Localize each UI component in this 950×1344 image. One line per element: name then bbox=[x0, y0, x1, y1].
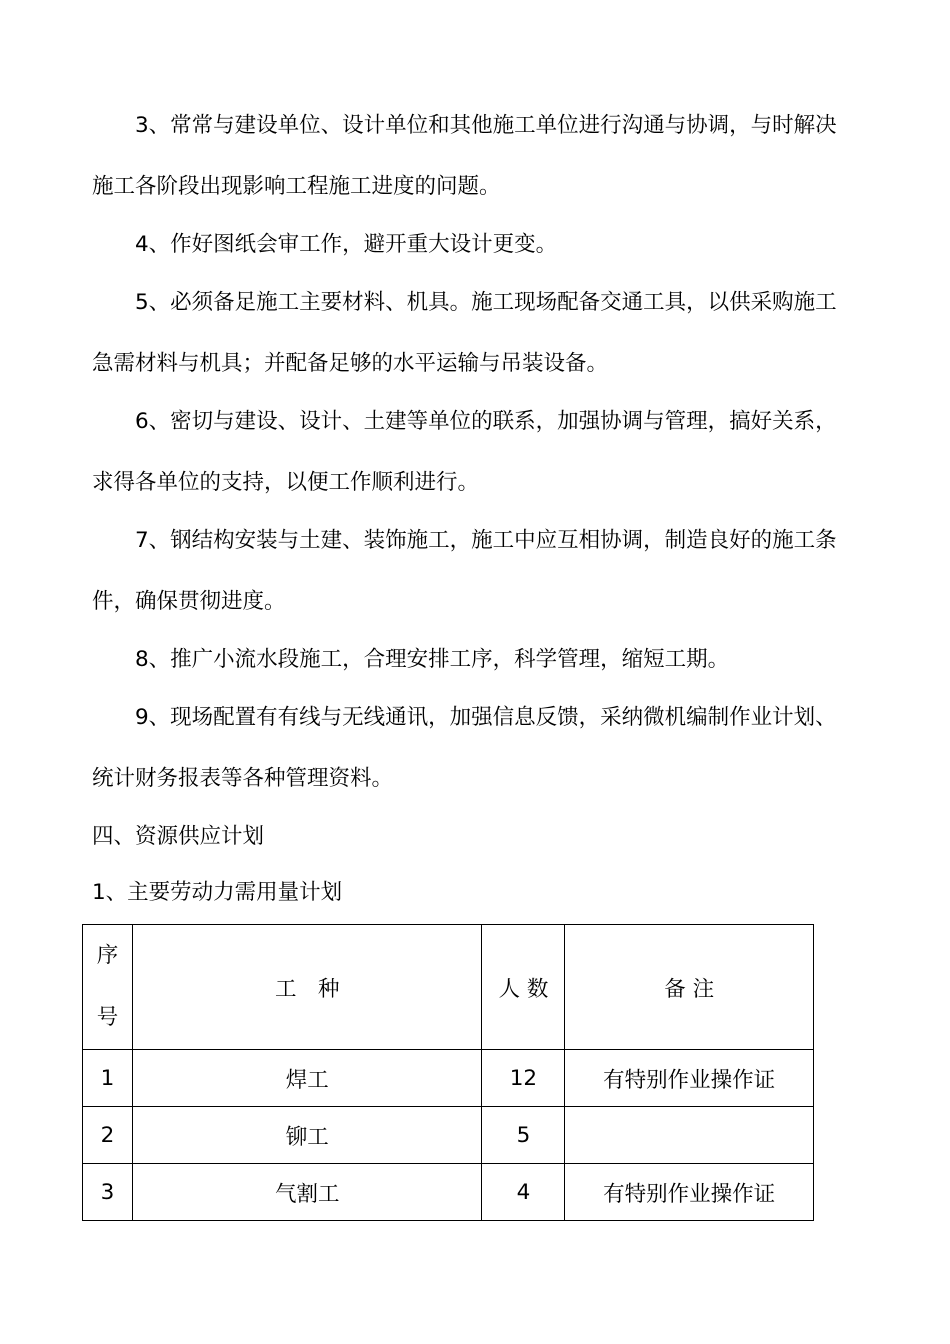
table-row bbox=[83, 1164, 814, 1221]
paragraph-item-3-continued: 施工各阶段出现影响工程施工进度的问题。 bbox=[92, 174, 501, 199]
table-row bbox=[83, 1050, 814, 1107]
cell-trade: 气割工 bbox=[132, 1164, 482, 1221]
paragraph-item-5: 5、必须备足施工主要材料、机具。施工现场配备交通工具，以供采购施工 bbox=[135, 290, 837, 315]
paragraph-item-3: 3、常常与建设单位、设计单位和其他施工单位进行沟通与协调，与时解决 bbox=[135, 113, 837, 138]
cell-seq: 2 bbox=[83, 1107, 133, 1164]
header-seq-bottom: 号 bbox=[96, 1005, 119, 1030]
section-heading: 四、资源供应计划 bbox=[92, 824, 265, 849]
header-seq-top: 序 bbox=[96, 943, 119, 968]
header-remark: 备 注 bbox=[565, 925, 814, 1050]
subsection-heading: 1、主要劳动力需用量计划 bbox=[92, 880, 343, 905]
paragraph-item-7-continued: 件，确保贯彻进度。 bbox=[92, 589, 286, 614]
header-seq bbox=[83, 925, 133, 1050]
paragraph-item-6-continued: 求得各单位的支持，以便工作顺利进行。 bbox=[92, 470, 480, 495]
cell-seq: 1 bbox=[83, 1050, 133, 1107]
cell-trade: 焊工 bbox=[132, 1050, 482, 1107]
paragraph-item-9: 9、现场配置有有线与无线通讯，加强信息反馈，采纳微机编制作业计划、 bbox=[135, 705, 837, 730]
paragraph-item-5-continued: 急需材料与机具；并配备足够的水平运输与吊装设备。 bbox=[92, 351, 609, 376]
paragraph-item-4: 4、作好图纸会审工作，避开重大设计更变。 bbox=[135, 232, 558, 257]
cell-seq: 3 bbox=[83, 1164, 133, 1221]
cell-count: 5 bbox=[482, 1107, 565, 1164]
paragraph-item-9-continued: 统计财务报表等各种管理资料。 bbox=[92, 766, 394, 791]
cell-remark: 有特别作业操作证 bbox=[565, 1050, 814, 1107]
cell-trade: 铆工 bbox=[132, 1107, 482, 1164]
cell-count: 12 bbox=[482, 1050, 565, 1107]
table-row bbox=[83, 1107, 814, 1164]
cell-remark bbox=[565, 1107, 814, 1164]
paragraph-item-7: 7、钢结构安装与土建、装饰施工，施工中应互相协调，制造良好的施工条 bbox=[135, 528, 837, 553]
paragraph-item-6: 6、密切与建设、设计、土建等单位的联系，加强协调与管理，搞好关系， bbox=[135, 409, 837, 434]
table-header-row bbox=[83, 925, 814, 1050]
cell-count: 4 bbox=[482, 1164, 565, 1221]
paragraph-item-8: 8、推广小流水段施工，合理安排工序，科学管理，缩短工期。 bbox=[135, 647, 730, 672]
header-count: 人 数 bbox=[482, 925, 565, 1050]
header-trade: 工 种 bbox=[132, 925, 482, 1050]
labor-requirement-table bbox=[82, 924, 814, 1221]
cell-remark: 有特别作业操作证 bbox=[565, 1164, 814, 1221]
